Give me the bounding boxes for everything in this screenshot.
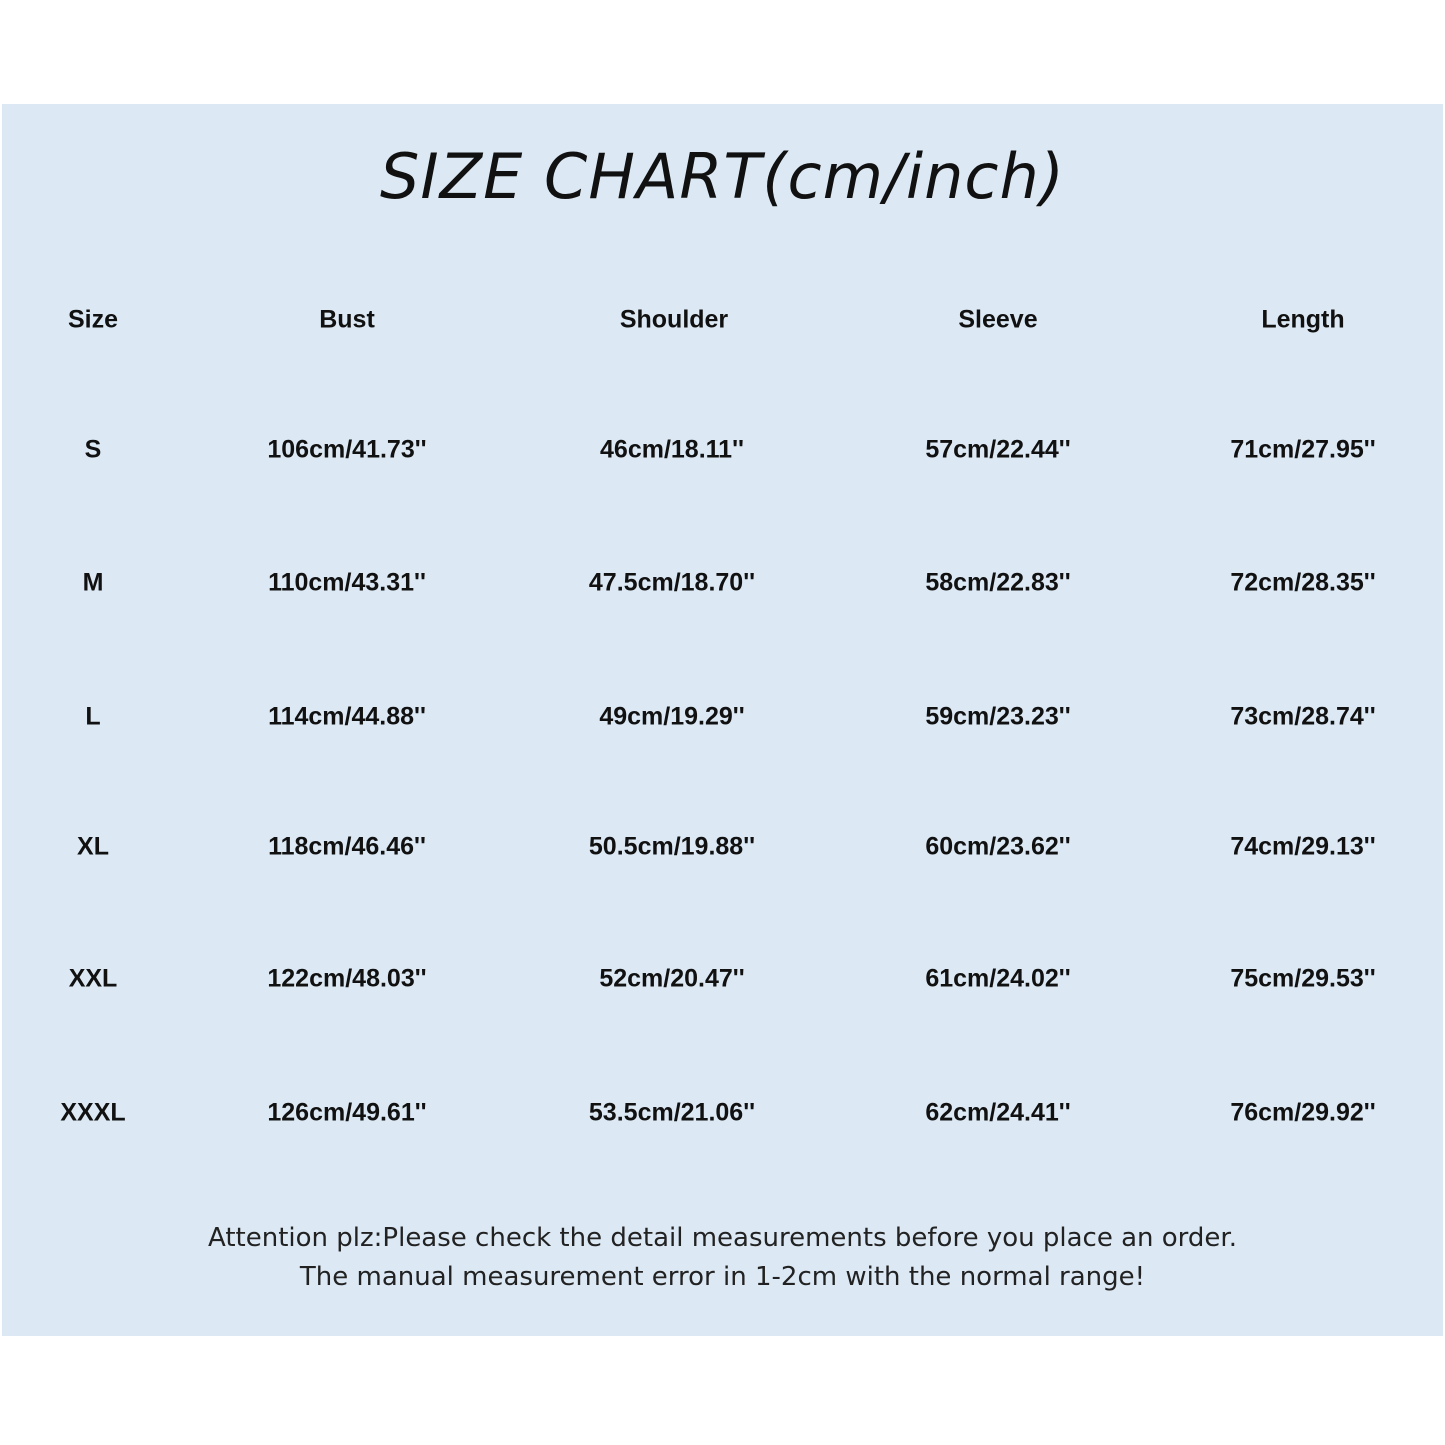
attention-note-line-2: The manual measurement error in 1-2cm with the normal range! [299,1262,1146,1292]
table-cell: 46cm/18.11'' [600,435,744,464]
table-cell: 73cm/28.74'' [1230,702,1376,731]
header-shoulder: Shoulder [619,305,729,334]
table-cell: XXXL [60,1098,126,1127]
table-cell: 118cm/46.46'' [268,832,426,861]
table-cell: 60cm/23.62'' [925,832,1071,861]
table-cell: 75cm/29.53'' [1230,964,1376,993]
table-cell: 110cm/43.31'' [268,568,426,597]
table-cell: 74cm/29.13'' [1230,832,1376,861]
attention-note-line-1: Attention plz:Please check the detail measurements before you place an order. [208,1223,1237,1253]
table-cell: 114cm/44.88'' [268,702,426,731]
table-cell: S [84,435,102,464]
table-cell: L [85,702,101,731]
header-bust: Bust [319,305,375,334]
table-cell: 59cm/23.23'' [925,702,1071,731]
table-cell: 47.5cm/18.70'' [588,568,756,597]
table-cell: 53.5cm/21.06'' [588,1098,756,1127]
table-cell: 57cm/22.44'' [925,435,1071,464]
table-cell: 52cm/20.47'' [599,964,745,993]
table-cell: 106cm/41.73'' [267,435,427,464]
table-cell: 58cm/22.83'' [925,568,1071,597]
table-cell: 50.5cm/19.88'' [588,832,756,861]
size-chart-title: SIZE CHART(cm/inch) [380,140,1065,213]
table-cell: 62cm/24.41'' [925,1098,1071,1127]
table-cell: XXL [68,964,118,993]
table-cell: M [82,568,104,597]
table-cell: XL [77,832,109,861]
table-cell: 126cm/49.61'' [267,1098,427,1127]
table-cell: 71cm/27.95'' [1230,435,1376,464]
table-cell: 49cm/19.29'' [599,702,745,731]
table-cell: 61cm/24.02'' [925,964,1071,993]
table-cell: 122cm/48.03'' [267,964,427,993]
header-sleeve: Sleeve [958,305,1038,334]
table-cell: 76cm/29.92'' [1230,1098,1376,1127]
table-cell: 72cm/28.35'' [1230,568,1376,597]
header-length: Length [1261,305,1345,334]
header-size: Size [67,305,119,334]
